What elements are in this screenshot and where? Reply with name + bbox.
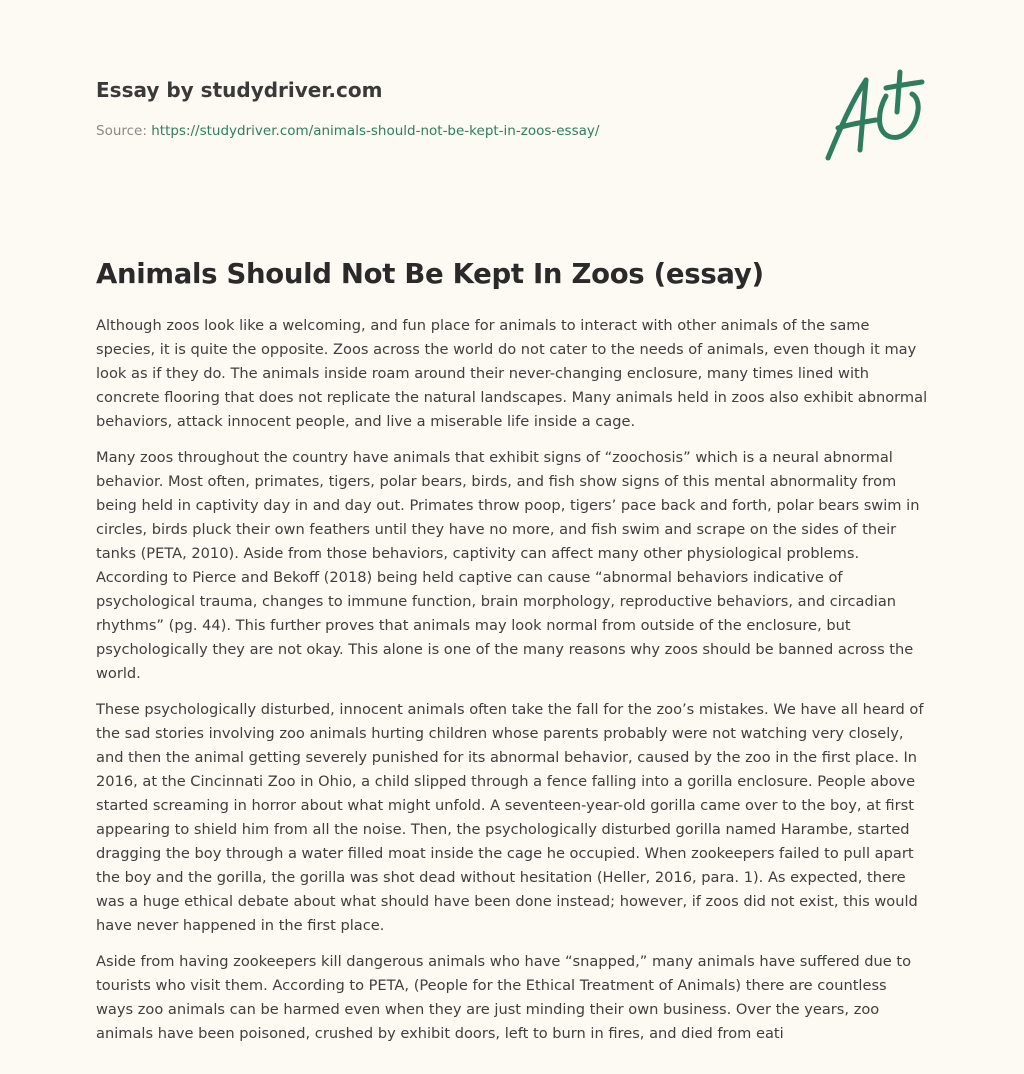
source-label: Source: — [96, 123, 147, 139]
essay-header — [96, 76, 796, 140]
a-plus-logo-icon — [820, 66, 928, 166]
essay-title: Animals Should Not Be Kept In Zoos (essay) — [96, 258, 764, 290]
essay-paragraph: Many zoos throughout the country have animals that exhibit signs of “zoochosis” which is a neural abnormal behavior. Most often, primates, tigers, polar bears, birds, and fish show signs of this mental abnormality from being held in captivity day in and day out. Primates throw poop, tigers’ pace back and forth, polar bears swim in circles, birds pluck their own feathers until they have no more, and fish swim and scrape on the sides of their tanks (PETA, 2010). Aside from those behaviors, captivity can affect many other physiological problems. According to Pierce and Bekoff (2018) being held captive can cause “abnormal behaviors indicative of psychological trauma, changes to immune function, brain morphology, reproductive behaviors, and circadian rhythms” (pg. 44). This further proves that animals may look normal from outside of the enclosure, but psychologically they are not okay. This alone is one of the many reasons why zoos should be banned across the world. — [96, 449, 920, 682]
site-title: Essay by studydriver.com — [96, 78, 383, 102]
essay-paragraph: Aside from having zookeepers kill dangerous animals who have “snapped,” many animals have suffered due to tourists who visit them. According to PETA, (People for the Ethical Treatment of Animals) there are countless ways zoo animals can be harmed even when they are just minding their own business. Over the years, zoo animals have been poisoned, crushed by exhibit doors, left to burn in fires, and died from eati — [96, 953, 912, 1042]
essay-body — [96, 314, 928, 1060]
source-link[interactable]: https://studydriver.com/animals-should-not-be-kept-in-zoos-essay/ — [151, 123, 600, 139]
essay-paragraph: Although zoos look like a welcoming, and fun place for animals to interact with other animals of the same species, it is quite the opposite. Zoos across the world do not cater to the needs of animals, even though it may look as if they do. The animals inside roam around their never-changing enclosure, many times lined with concrete flooring that does not replicate the natural landscapes. Many animals held in zoos also exhibit abnormal behaviors, attack innocent people, and live a miserable life inside a cage. — [96, 317, 928, 430]
essay-paragraph: These psychologically disturbed, innocent animals often take the fall for the zoo’s mistakes. We have all heard of the sad stories involving zoo animals hurting children whose parents probably were not watching very closely, and then the animal getting severely punished for its abnormal behavior, caused by the zoo in the first place. In 2016, at the Cincinnati Zoo in Ohio, a child slipped through a fence falling into a gorilla enclosure. People above started screaming in horror about what might unfold. A seventeen-year-old gorilla came over to the boy, at first appearing to shield him from all the noise. Then, the psychologically disturbed gorilla named Harambe, started dragging the boy through a water filled moat inside the cage he occupied. When zookeepers failed to pull apart the boy and the gorilla, the gorilla was shot dead without hesitation (Heller, 2016, para. 1). As expected, there was a huge ethical debate about what should have been done instead; however, if zoos did not exist, this would have never happened in the first place. — [96, 701, 924, 934]
source-line — [96, 122, 796, 140]
